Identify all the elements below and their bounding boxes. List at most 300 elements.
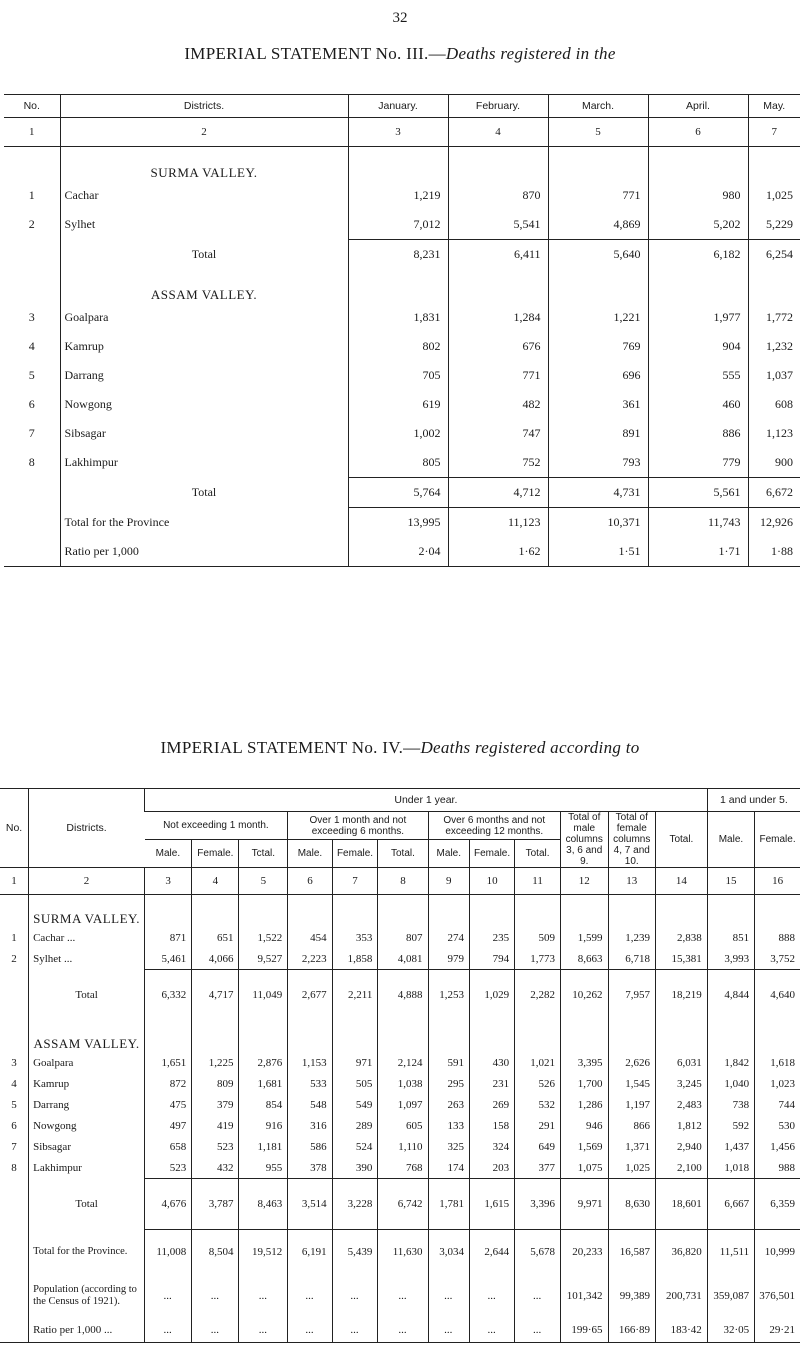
- total-cell: 6,182: [648, 240, 748, 270]
- data-cell: 1,371: [608, 1136, 656, 1157]
- data-cell: 872: [145, 1073, 192, 1094]
- data-cell: 794: [470, 948, 515, 970]
- total-cell: 10,262: [560, 970, 608, 1021]
- ratio-label: Ratio per 1,000 ...: [29, 1318, 145, 1343]
- data-cell: 886: [648, 419, 748, 448]
- province-total-cell: 11,743: [648, 508, 748, 538]
- data-cell: 526: [515, 1073, 561, 1094]
- data-cell: 1,437: [707, 1136, 754, 1157]
- row-number: 7: [28, 426, 35, 440]
- column-index-cell: 5: [548, 118, 648, 147]
- table-row: [4, 210, 800, 240]
- data-cell: 133: [428, 1115, 469, 1136]
- data-cell: 1,221: [548, 303, 648, 332]
- data-cell: 779: [648, 448, 748, 478]
- data-cell: 891: [548, 419, 648, 448]
- header-female: Female.: [192, 840, 239, 868]
- district-name: Lakhimpur: [60, 448, 348, 478]
- header-total-male: Total of male columns 3, 6 and 9.: [560, 812, 608, 868]
- total-cell: 6,411: [448, 240, 548, 270]
- data-cell: 1,123: [748, 419, 800, 448]
- statement-4-table: [0, 788, 800, 1343]
- data-cell: 2,223: [288, 948, 332, 970]
- data-cell: 2,940: [656, 1136, 708, 1157]
- data-cell: 649: [515, 1136, 561, 1157]
- data-cell: 946: [560, 1115, 608, 1136]
- data-cell: 7,012: [348, 210, 448, 240]
- header-total-col: Total.: [515, 840, 561, 868]
- data-cell: 619: [348, 390, 448, 419]
- ratio-cell: 1·62: [448, 537, 548, 567]
- header-male-1to5: Male.: [707, 812, 754, 868]
- district-name: Sylhet: [60, 210, 348, 240]
- column-index-row: [0, 868, 800, 895]
- section-heading: SURMA VALLEY.: [29, 895, 145, 928]
- blank-cell: [0, 1318, 29, 1343]
- province-total-cell: 6,191: [288, 1230, 332, 1275]
- blank-cell: [0, 1230, 29, 1275]
- section-heading-row: [0, 1020, 800, 1052]
- header-cell: January.: [348, 95, 448, 118]
- province-total-row: [4, 508, 800, 538]
- population-cell: 359,087: [707, 1274, 754, 1318]
- ratio-cell: ...: [288, 1318, 332, 1343]
- province-total-cell: 11,123: [448, 508, 548, 538]
- total-cell: 3,514: [288, 1179, 332, 1230]
- data-cell: 744: [755, 1094, 800, 1115]
- section-heading: SURMA VALLEY.: [60, 147, 348, 182]
- table-row: [0, 948, 800, 970]
- total-cell: 4,731: [548, 478, 648, 508]
- column-index-cell: 6: [648, 118, 748, 147]
- column-index-cell: 6: [288, 868, 332, 895]
- table-row: [4, 361, 800, 390]
- population-cell: ...: [428, 1274, 469, 1318]
- blank-cell: [548, 269, 648, 303]
- data-cell: 533: [288, 1073, 332, 1094]
- blank-cell: [0, 970, 29, 1021]
- blank-cell: [4, 269, 60, 303]
- population-cell: ...: [332, 1274, 378, 1318]
- data-cell: 3,993: [707, 948, 754, 970]
- data-cell: 1,651: [145, 1052, 192, 1073]
- data-cell: 1,021: [515, 1052, 561, 1073]
- header-not-exceeding-1-month: Not exceeding 1 month.: [145, 812, 288, 840]
- data-cell: 1,284: [448, 303, 548, 332]
- data-cell: 4,869: [548, 210, 648, 240]
- data-cell: 174: [428, 1157, 469, 1179]
- blank-cell: [348, 147, 448, 182]
- population-cell: 99,389: [608, 1274, 656, 1318]
- column-index-cell: 13: [608, 868, 656, 895]
- blank-cell: [560, 895, 608, 928]
- blank-cell: [448, 269, 548, 303]
- data-cell: 482: [448, 390, 548, 419]
- total-cell: 8,463: [239, 1179, 288, 1230]
- row-number: 3: [28, 310, 35, 324]
- blank-cell: [548, 147, 648, 182]
- blank-cell: [515, 1020, 561, 1052]
- blank-cell: [755, 1020, 800, 1052]
- population-cell: ...: [288, 1274, 332, 1318]
- data-cell: 979: [428, 948, 469, 970]
- province-total-cell: 13,995: [348, 508, 448, 538]
- province-total-cell: 3,034: [428, 1230, 469, 1275]
- data-cell: 807: [378, 927, 428, 948]
- header-female-1to5: Female.: [755, 812, 800, 868]
- total-cell: 4,712: [448, 478, 548, 508]
- data-cell: 1,681: [239, 1073, 288, 1094]
- data-cell: 5,202: [648, 210, 748, 240]
- ratio-cell: ...: [332, 1318, 378, 1343]
- data-cell: 263: [428, 1094, 469, 1115]
- row-number: 1: [28, 188, 35, 202]
- data-cell: 432: [192, 1157, 239, 1179]
- header-under-1-year: Under 1 year.: [145, 789, 708, 812]
- data-cell: 1,773: [515, 948, 561, 970]
- blank-cell: [608, 1020, 656, 1052]
- statement-4-title-main: IMPERIAL STATEMENT No. IV.—: [160, 738, 421, 757]
- blank-cell: [4, 508, 60, 538]
- column-index-cell: 3: [145, 868, 192, 895]
- total-cell: 6,359: [755, 1179, 800, 1230]
- data-cell: 5,461: [145, 948, 192, 970]
- district-name: Darrang: [29, 1094, 145, 1115]
- data-cell: 2,626: [608, 1052, 656, 1073]
- data-cell: 771: [548, 181, 648, 210]
- data-cell: 1,522: [239, 927, 288, 948]
- data-cell: 1,025: [608, 1157, 656, 1179]
- section-heading-row: [4, 269, 800, 303]
- ratio-cell: 32·05: [707, 1318, 754, 1343]
- data-cell: 6,718: [608, 948, 656, 970]
- statement-3-title-italic: Deaths registered in the: [445, 44, 616, 63]
- data-cell: 1,110: [378, 1136, 428, 1157]
- data-cell: 1,239: [608, 927, 656, 948]
- total-row: [4, 478, 800, 508]
- header-cell: March.: [548, 95, 648, 118]
- data-cell: 1,018: [707, 1157, 754, 1179]
- header-row: [4, 95, 800, 118]
- data-cell: 361: [548, 390, 648, 419]
- table-row: [4, 181, 800, 210]
- blank-cell: [428, 895, 469, 928]
- column-index-cell: 4: [192, 868, 239, 895]
- district-name: Lakhimpur: [29, 1157, 145, 1179]
- ratio-cell: 1·71: [648, 537, 748, 567]
- row-number: 3: [11, 1056, 17, 1069]
- data-cell: 1,232: [748, 332, 800, 361]
- data-cell: 696: [548, 361, 648, 390]
- district-name: Goalpara: [29, 1052, 145, 1073]
- data-cell: 6,031: [656, 1052, 708, 1073]
- header-female: Female.: [332, 840, 378, 868]
- table-row: [4, 419, 800, 448]
- data-cell: 549: [332, 1094, 378, 1115]
- ratio-cell: 1·88: [748, 537, 800, 567]
- data-cell: 1,197: [608, 1094, 656, 1115]
- data-cell: 769: [548, 332, 648, 361]
- ratio-cell: ...: [428, 1318, 469, 1343]
- table-row: [4, 303, 800, 332]
- column-index-row: [4, 118, 800, 147]
- row-number: 2: [28, 217, 35, 232]
- column-index-cell: 10: [470, 868, 515, 895]
- data-cell: 768: [378, 1157, 428, 1179]
- data-cell: 269: [470, 1094, 515, 1115]
- data-cell: 231: [470, 1073, 515, 1094]
- province-total-cell: 16,587: [608, 1230, 656, 1275]
- total-cell: 5,561: [648, 478, 748, 508]
- blank-cell: [348, 269, 448, 303]
- total-cell: 8,231: [348, 240, 448, 270]
- population-cell: ...: [145, 1274, 192, 1318]
- data-cell: 1,075: [560, 1157, 608, 1179]
- blank-cell: [288, 1020, 332, 1052]
- data-cell: 548: [288, 1094, 332, 1115]
- data-cell: 5,229: [748, 210, 800, 240]
- data-cell: 1,569: [560, 1136, 608, 1157]
- data-cell: 971: [332, 1052, 378, 1073]
- data-cell: 904: [648, 332, 748, 361]
- total-cell: 6,254: [748, 240, 800, 270]
- total-cell: 2,211: [332, 970, 378, 1021]
- data-cell: 980: [648, 181, 748, 210]
- total-cell: 7,957: [608, 970, 656, 1021]
- district-name: Sylhet ...: [29, 948, 145, 970]
- table-row: [0, 1115, 800, 1136]
- data-cell: 235: [470, 927, 515, 948]
- ratio-row: [0, 1318, 800, 1343]
- province-total-cell: 2,644: [470, 1230, 515, 1275]
- statement-3-table: [4, 94, 800, 567]
- column-index-cell: 2: [60, 118, 348, 147]
- data-cell: 460: [648, 390, 748, 419]
- column-index-cell: 8: [378, 868, 428, 895]
- data-cell: 203: [470, 1157, 515, 1179]
- data-cell: 289: [332, 1115, 378, 1136]
- header-male: Male.: [288, 840, 332, 868]
- blank-cell: [755, 895, 800, 928]
- total-label: Total: [60, 478, 348, 508]
- data-cell: 651: [192, 927, 239, 948]
- column-index-cell: 12: [560, 868, 608, 895]
- total-cell: 3,396: [515, 1179, 561, 1230]
- total-cell: 6,332: [145, 970, 192, 1021]
- table-row: [0, 1094, 800, 1115]
- total-cell: 2,677: [288, 970, 332, 1021]
- blank-cell: [608, 895, 656, 928]
- blank-cell: [470, 1020, 515, 1052]
- data-cell: 809: [192, 1073, 239, 1094]
- column-index-cell: 9: [428, 868, 469, 895]
- data-cell: 2,876: [239, 1052, 288, 1073]
- blank-cell: [560, 1020, 608, 1052]
- data-cell: 888: [755, 927, 800, 948]
- column-index-cell: 11: [515, 868, 561, 895]
- total-cell: 5,764: [348, 478, 448, 508]
- data-cell: 871: [145, 927, 192, 948]
- blank-cell: [192, 1020, 239, 1052]
- district-name: Cachar ...: [29, 927, 145, 948]
- data-cell: 497: [145, 1115, 192, 1136]
- data-cell: 5,541: [448, 210, 548, 240]
- blank-cell: [656, 1020, 708, 1052]
- data-cell: 2,100: [656, 1157, 708, 1179]
- blank-cell: [145, 1020, 192, 1052]
- ratio-cell: ...: [470, 1318, 515, 1343]
- header-over-6-months: Over 6 months and not exceeding 12 months.: [428, 812, 560, 840]
- data-cell: 1,858: [332, 948, 378, 970]
- data-cell: 854: [239, 1094, 288, 1115]
- province-total-cell: 36,820: [656, 1230, 708, 1275]
- row-number: 7: [11, 1140, 17, 1153]
- data-cell: 353: [332, 927, 378, 948]
- table-row: [0, 1157, 800, 1179]
- data-cell: 738: [707, 1094, 754, 1115]
- table-row: [0, 1073, 800, 1094]
- data-cell: 530: [755, 1115, 800, 1136]
- total-cell: 4,640: [755, 970, 800, 1021]
- total-cell: 1,253: [428, 970, 469, 1021]
- table-row: [0, 1136, 800, 1157]
- data-cell: 3,752: [755, 948, 800, 970]
- data-cell: 1,181: [239, 1136, 288, 1157]
- data-cell: 454: [288, 927, 332, 948]
- ratio-cell: 183·42: [656, 1318, 708, 1343]
- data-cell: 316: [288, 1115, 332, 1136]
- data-cell: 430: [470, 1052, 515, 1073]
- district-name: Sibsagar: [60, 419, 348, 448]
- header-over-1-month: Over 1 month and not exceeding 6 months.: [288, 812, 428, 840]
- province-total-label: Total for the Province.: [29, 1230, 145, 1275]
- blank-cell: [648, 269, 748, 303]
- ratio-cell: ...: [515, 1318, 561, 1343]
- data-cell: 1,831: [348, 303, 448, 332]
- ratio-cell: ...: [378, 1318, 428, 1343]
- section-heading: ASSAM VALLEY.: [60, 269, 348, 303]
- statement-4-title: [0, 738, 800, 758]
- row-number: 1: [11, 931, 17, 944]
- blank-cell: [0, 1020, 29, 1052]
- data-cell: 900: [748, 448, 800, 478]
- blank-cell: [378, 895, 428, 928]
- blank-cell: [145, 895, 192, 928]
- ratio-cell: 166·89: [608, 1318, 656, 1343]
- column-index-cell: 7: [748, 118, 800, 147]
- blank-cell: [4, 478, 60, 508]
- row-number: 8: [11, 1161, 17, 1174]
- section-heading-row: [4, 147, 800, 182]
- total-cell: 1,029: [470, 970, 515, 1021]
- data-cell: 295: [428, 1073, 469, 1094]
- blank-cell: [0, 1274, 29, 1318]
- district-name: Cachar: [60, 181, 348, 210]
- row-number: 5: [11, 1098, 17, 1111]
- blank-cell: [748, 269, 800, 303]
- row-number: 6: [11, 1119, 17, 1132]
- population-label: Population (according to the Census of 1921).: [29, 1274, 145, 1318]
- ratio-cell: 2·04: [348, 537, 448, 567]
- blank-cell: [4, 537, 60, 567]
- province-total-cell: 11,511: [707, 1230, 754, 1275]
- data-cell: 379: [192, 1094, 239, 1115]
- data-cell: 509: [515, 927, 561, 948]
- blank-cell: [428, 1020, 469, 1052]
- data-cell: 955: [239, 1157, 288, 1179]
- population-cell: ...: [515, 1274, 561, 1318]
- data-cell: 1,545: [608, 1073, 656, 1094]
- population-cell: 200,731: [656, 1274, 708, 1318]
- table-row: [4, 332, 800, 361]
- province-total-cell: 12,926: [748, 508, 800, 538]
- total-cell: 3,787: [192, 1179, 239, 1230]
- data-cell: 1,599: [560, 927, 608, 948]
- total-cell: 9,971: [560, 1179, 608, 1230]
- population-row: [0, 1274, 800, 1318]
- province-total-cell: 10,371: [548, 508, 648, 538]
- data-cell: 1,025: [748, 181, 800, 210]
- header-total: Total.: [656, 812, 708, 868]
- blank-cell: [707, 1020, 754, 1052]
- data-cell: 4,081: [378, 948, 428, 970]
- ratio-cell: ...: [239, 1318, 288, 1343]
- province-total-cell: 11,008: [145, 1230, 192, 1275]
- data-cell: 1,842: [707, 1052, 754, 1073]
- data-cell: 505: [332, 1073, 378, 1094]
- data-cell: 9,527: [239, 948, 288, 970]
- row-number: 8: [28, 455, 35, 470]
- statement-3-title: [0, 44, 800, 64]
- data-cell: 988: [755, 1157, 800, 1179]
- province-total-cell: 11,630: [378, 1230, 428, 1275]
- total-label: Total: [29, 970, 145, 1021]
- row-number: 2: [11, 952, 17, 965]
- page-number: 32: [392, 10, 408, 26]
- row-number: 5: [28, 368, 35, 382]
- section-heading-row: [0, 895, 800, 928]
- data-cell: 4,066: [192, 948, 239, 970]
- blank-cell: [288, 895, 332, 928]
- data-cell: 1,040: [707, 1073, 754, 1094]
- header-1-and-under-5: 1 and under 5.: [707, 789, 800, 812]
- data-cell: 523: [145, 1157, 192, 1179]
- province-total-label: Total for the Province: [60, 508, 348, 538]
- column-index-cell: 2: [29, 868, 145, 895]
- data-cell: 747: [448, 419, 548, 448]
- total-cell: 1,781: [428, 1179, 469, 1230]
- data-cell: 555: [648, 361, 748, 390]
- ratio-cell: 199·65: [560, 1318, 608, 1343]
- data-cell: 676: [448, 332, 548, 361]
- data-cell: 2,483: [656, 1094, 708, 1115]
- district-name: Nowgong: [29, 1115, 145, 1136]
- population-cell: 101,342: [560, 1274, 608, 1318]
- data-cell: 870: [448, 181, 548, 210]
- table-row: [0, 927, 800, 948]
- district-name: Kamrup: [29, 1073, 145, 1094]
- data-cell: 1,038: [378, 1073, 428, 1094]
- header-districts: Districts.: [29, 789, 145, 868]
- ratio-cell: ...: [192, 1318, 239, 1343]
- column-index-cell: 4: [448, 118, 548, 147]
- total-cell: 6,742: [378, 1179, 428, 1230]
- header-cell: No.: [4, 95, 60, 118]
- data-cell: 1,225: [192, 1052, 239, 1073]
- total-cell: 1,615: [470, 1179, 515, 1230]
- data-cell: 1,219: [348, 181, 448, 210]
- data-cell: 274: [428, 927, 469, 948]
